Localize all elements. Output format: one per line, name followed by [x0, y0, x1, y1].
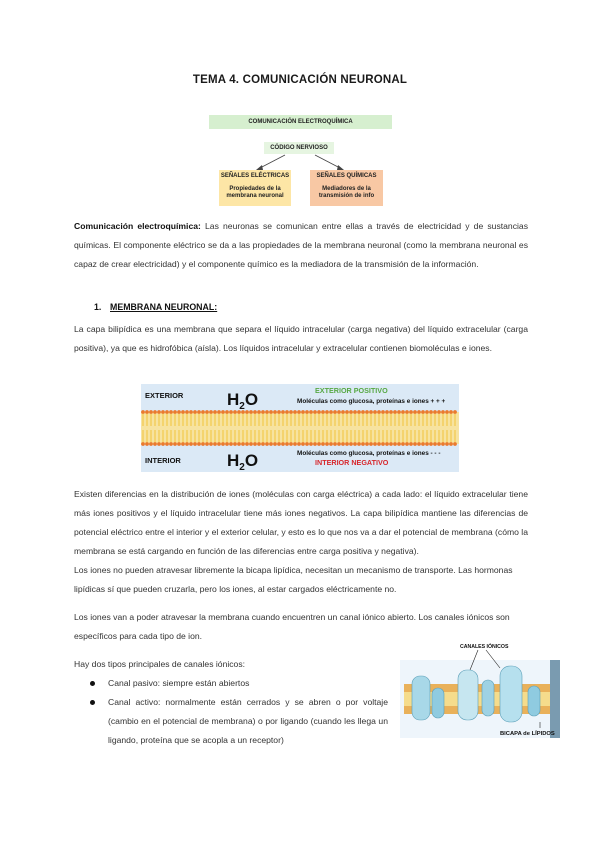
- membrane-interior-label: INTERIOR: [145, 456, 181, 465]
- lipid-head: [237, 442, 241, 446]
- diagram-middle-box: [264, 142, 334, 154]
- lipid-head: [249, 442, 253, 446]
- diagram-arrow-left: [260, 155, 285, 168]
- lipid-head: [277, 442, 281, 446]
- lipid-head: [333, 410, 337, 414]
- lipid-head: [181, 410, 185, 414]
- lipid-head: [273, 442, 277, 446]
- lipid-head: [209, 410, 213, 414]
- lipid-head: [289, 442, 293, 446]
- lipid-head: [145, 442, 149, 446]
- ion-channel-protein: [412, 676, 430, 720]
- lipid-head: [281, 410, 285, 414]
- lipid-head: [229, 442, 233, 446]
- lipid-head: [201, 442, 205, 446]
- lipid-head: [369, 442, 373, 446]
- lipid-head: [265, 442, 269, 446]
- lipid-head: [397, 442, 401, 446]
- paragraph-canal: Los iones van a poder atravesar la membrana cuando encuentren un canal iónico abierto. Los canales iónicos son específicos para cada tipo de ion.: [74, 612, 510, 641]
- lipid-head: [361, 442, 365, 446]
- lipid-head: [233, 410, 237, 414]
- channels-label-bottom: BICAPA de LÍPIDOS: [500, 731, 555, 737]
- lipid-head: [425, 442, 429, 446]
- lipid-head: [205, 442, 209, 446]
- lipid-head: [221, 410, 225, 414]
- lipid-head: [341, 410, 345, 414]
- lipid-head: [357, 442, 361, 446]
- lipid-head: [385, 442, 389, 446]
- lipid-head: [205, 410, 209, 414]
- lipid-head: [169, 410, 173, 414]
- lipid-head: [337, 442, 341, 446]
- lipid-head: [369, 410, 373, 414]
- lipid-head: [153, 410, 157, 414]
- lipid-head: [377, 410, 381, 414]
- lipid-head: [317, 410, 321, 414]
- lipid-head: [441, 410, 445, 414]
- lipid-head: [153, 442, 157, 446]
- lipid-head: [401, 442, 405, 446]
- lipid-head: [141, 442, 145, 446]
- lipid-head: [437, 442, 441, 446]
- lipid-head: [429, 442, 433, 446]
- lipid-head: [149, 410, 153, 414]
- lipid-head: [241, 442, 245, 446]
- lipid-head: [425, 410, 429, 414]
- lipid-head: [269, 442, 273, 446]
- lipid-head: [281, 442, 285, 446]
- interior-negative-label: INTERIOR NEGATIVO: [315, 458, 389, 467]
- diagram-top-box: [209, 115, 392, 129]
- lipid-head: [433, 410, 437, 414]
- channels-right-edge: [550, 660, 560, 738]
- lipid-head: [277, 410, 281, 414]
- membrane-exterior-label: EXTERIOR: [145, 391, 184, 400]
- diagram-arrow-right: [315, 155, 340, 168]
- lipid-head: [353, 410, 357, 414]
- lipid-head: [413, 410, 417, 414]
- lipid-head: [293, 410, 297, 414]
- lipid-head: [321, 410, 325, 414]
- lipid-head: [301, 442, 305, 446]
- ion-channels-figure: [400, 640, 560, 738]
- lipid-head: [149, 442, 153, 446]
- section-number: 1.: [94, 302, 102, 312]
- lipid-head: [261, 442, 265, 446]
- lipid-head: [373, 442, 377, 446]
- lipid-head: [253, 410, 257, 414]
- lipid-head: [449, 410, 453, 414]
- paragraph-diferencias: Existen diferencias en la distribución de iones (moléculas con carga eléctrica) a cada lado: el líquido extracelular tiene más iones positivos y el líquido intracelular tiene más iones negativos. La capa bilipídica mantiene las diferencias de potencial eléctrico entre el interior y el exterior celular, y esto es lo que nos va a dar el potencial de membrana (cómo la membrana se está cargando en función de las diferencias entre carga positiva y negativa).: [74, 489, 528, 556]
- lipid-head: [293, 442, 297, 446]
- paragraph-tipos: Hay dos tipos principales de canales iónicos:: [74, 659, 246, 669]
- lipid-head: [177, 442, 181, 446]
- lipid-head: [349, 410, 353, 414]
- section-title: MEMBRANA NEURONAL:: [110, 302, 218, 312]
- lipid-head: [357, 410, 361, 414]
- lipid-head: [289, 410, 293, 414]
- lipid-head: [329, 442, 333, 446]
- lipid-head: [257, 410, 261, 414]
- lipid-head: [297, 442, 301, 446]
- lipid-head: [441, 442, 445, 446]
- lipid-head: [445, 410, 449, 414]
- lipid-head: [173, 410, 177, 414]
- lipid-head: [313, 410, 317, 414]
- lipid-head: [409, 410, 413, 414]
- lipid-head: [429, 410, 433, 414]
- lipid-head: [309, 410, 313, 414]
- lipid-head: [361, 410, 365, 414]
- lipid-head: [365, 410, 369, 414]
- lipid-head: [337, 410, 341, 414]
- bullet-item-activo: Canal activo: normalmente están cerrados y se abren o por voltaje (cambio en el potencial de membrana) o por ligando (cuando les llega un ligando, proteína que se acopla a un receptor): [108, 697, 388, 745]
- lipid-head: [189, 442, 193, 446]
- interior-molecules-text: Moléculas como glucosa, proteínas e iones - - -: [297, 450, 441, 457]
- lipid-head: [209, 442, 213, 446]
- lipid-head: [181, 442, 185, 446]
- lipid-head: [381, 442, 385, 446]
- diagram-top-text: COMUNICACIÓN ELECTROQUÍMICA: [248, 119, 353, 125]
- lipid-head: [165, 410, 169, 414]
- lipid-head: [201, 410, 205, 414]
- lipid-head: [229, 410, 233, 414]
- ion-channel-protein: [458, 670, 478, 720]
- diagram-right-box: [310, 170, 383, 206]
- ion-channel-protein: [432, 688, 444, 718]
- lipid-head: [197, 442, 201, 446]
- lipid-head: [433, 442, 437, 446]
- diagram-right-line1: Mediadores de la: [322, 186, 371, 192]
- diagram-middle-text: CÓDIGO NERVIOSO: [270, 145, 328, 151]
- bullet-dot: [90, 681, 95, 686]
- lipid-head: [145, 410, 149, 414]
- lipid-head: [245, 410, 249, 414]
- lipid-head: [409, 442, 413, 446]
- lipid-head: [285, 442, 289, 446]
- lipid-bilayer: [141, 410, 459, 446]
- paragraph-bilipida: La capa bilipídica es una membrana que separa el líquido intracelular (carga negativa) del líquido extracelular (carga positiva), ya que es hidrofóbica (aísla). Los líquidos intracelular y extracelular contienen biomoléculas e iones.: [74, 324, 528, 353]
- lipid-head: [305, 442, 309, 446]
- lipid-head: [221, 442, 225, 446]
- lipid-head: [401, 410, 405, 414]
- membrane-figure: [141, 384, 459, 472]
- lipid-head: [381, 410, 385, 414]
- lipid-head: [157, 442, 161, 446]
- lipid-head: [177, 410, 181, 414]
- lipid-head: [341, 442, 345, 446]
- lipid-head: [449, 442, 453, 446]
- diagram-left-line1: Propiedades de la: [229, 186, 281, 192]
- page-title: TEMA 4. COMUNICACIÓN NEURONAL: [192, 74, 408, 86]
- lipid-head: [213, 442, 217, 446]
- lipid-head: [421, 410, 425, 414]
- lipid-head: [225, 410, 229, 414]
- h2o-top: $H_2O$: [227, 390, 259, 412]
- ion-channel-protein: [500, 666, 522, 722]
- exterior-positive-label: EXTERIOR POSITIVO: [315, 386, 388, 395]
- lipid-head: [413, 442, 417, 446]
- lipid-head: [389, 410, 393, 414]
- lipid-head: [257, 442, 261, 446]
- intro-bold-term: Comunicación electroquímica:: [74, 221, 201, 231]
- lipid-head: [397, 410, 401, 414]
- lipid-head: [405, 442, 409, 446]
- lipid-head: [325, 442, 329, 446]
- lipid-head: [417, 410, 421, 414]
- diagram-right-title: SEÑALES QUÍMICAS: [316, 173, 377, 179]
- lipid-head: [273, 410, 277, 414]
- lipid-head: [297, 410, 301, 414]
- diagram-right-line2: transmisión de info: [318, 193, 375, 199]
- paragraph-iones: Los iones no pueden atravesar libremente la bicapa lipídica, necesitan un mecanismo de transporte. Las hormonas lipídicas sí que pueden cruzarla, pero los iones, al estar cargados eléctricamente no.: [74, 565, 513, 594]
- lipid-head: [173, 442, 177, 446]
- lipid-head: [225, 442, 229, 446]
- lipid-head: [269, 410, 273, 414]
- lipid-head: [329, 410, 333, 414]
- lipid-head: [301, 410, 305, 414]
- lipid-head: [437, 410, 441, 414]
- lipid-head: [285, 410, 289, 414]
- lipid-head: [325, 410, 329, 414]
- lipid-head: [317, 442, 321, 446]
- lipid-head: [185, 410, 189, 414]
- lipid-head: [389, 442, 393, 446]
- lipid-head: [217, 442, 221, 446]
- lipid-head: [313, 442, 317, 446]
- diagram-left-box: [219, 170, 291, 206]
- lipid-head: [165, 442, 169, 446]
- lipid-head: [405, 410, 409, 414]
- lipid-head: [305, 410, 309, 414]
- lipid-head: [217, 410, 221, 414]
- diagram-left-title: SEÑALES ELÉCTRICAS: [220, 173, 290, 179]
- lipid-head: [321, 442, 325, 446]
- lipid-head: [197, 410, 201, 414]
- ion-channel-protein: [482, 680, 494, 716]
- intro-paragraph: [74, 217, 528, 274]
- section-heading-membrana: [94, 302, 217, 312]
- lipid-head: [265, 410, 269, 414]
- lipid-head: [345, 410, 349, 414]
- lipid-head: [373, 410, 377, 414]
- channels-label-top: CANALES IÓNICOS: [460, 644, 509, 650]
- lipid-head: [421, 442, 425, 446]
- lipid-head: [169, 442, 173, 446]
- diagram-left-line2: membrana neuronal: [226, 193, 284, 199]
- lipid-head: [365, 442, 369, 446]
- exterior-molecules-text: Moléculas como glucosa, proteínas e iones + + +: [297, 398, 446, 405]
- lipid-head: [185, 442, 189, 446]
- lipid-head: [453, 410, 457, 414]
- lipid-head: [141, 410, 145, 414]
- lipid-head: [245, 442, 249, 446]
- lipid-head: [249, 410, 253, 414]
- lipid-head: [213, 410, 217, 414]
- lipid-head: [345, 442, 349, 446]
- h2o-bottom: $H_2O$: [227, 451, 259, 472]
- intro-text: Las neuronas se comunican entre ellas a través de electricidad y de sustancias químicas. El componente eléctrico se da a las propiedades de la membrana neuronal (como la membrana neuronal es capaz de crear electricidad) y el componente químico es la mediadora de la transmisión de la información.: [74, 221, 528, 269]
- lipid-head: [333, 442, 337, 446]
- lipid-head: [393, 442, 397, 446]
- lipid-head: [157, 410, 161, 414]
- bullet-dot: [90, 700, 95, 705]
- lipid-head: [385, 410, 389, 414]
- lipid-head: [253, 442, 257, 446]
- lipid-head: [349, 442, 353, 446]
- lipid-head: [445, 442, 449, 446]
- lipid-head: [453, 442, 457, 446]
- lipid-head: [417, 442, 421, 446]
- lipid-head: [377, 442, 381, 446]
- lipid-head: [393, 410, 397, 414]
- lipid-head: [261, 410, 265, 414]
- lipid-head: [309, 442, 313, 446]
- lipid-head: [189, 410, 193, 414]
- lipid-head: [353, 442, 357, 446]
- bullet-item-pasivo: Canal pasivo: siempre están abiertos: [108, 678, 250, 688]
- lipid-head: [233, 442, 237, 446]
- lipid-head: [193, 442, 197, 446]
- ion-channel-protein: [528, 686, 540, 716]
- lipid-head: [161, 442, 165, 446]
- lipid-head: [193, 410, 197, 414]
- lipid-head: [161, 410, 165, 414]
